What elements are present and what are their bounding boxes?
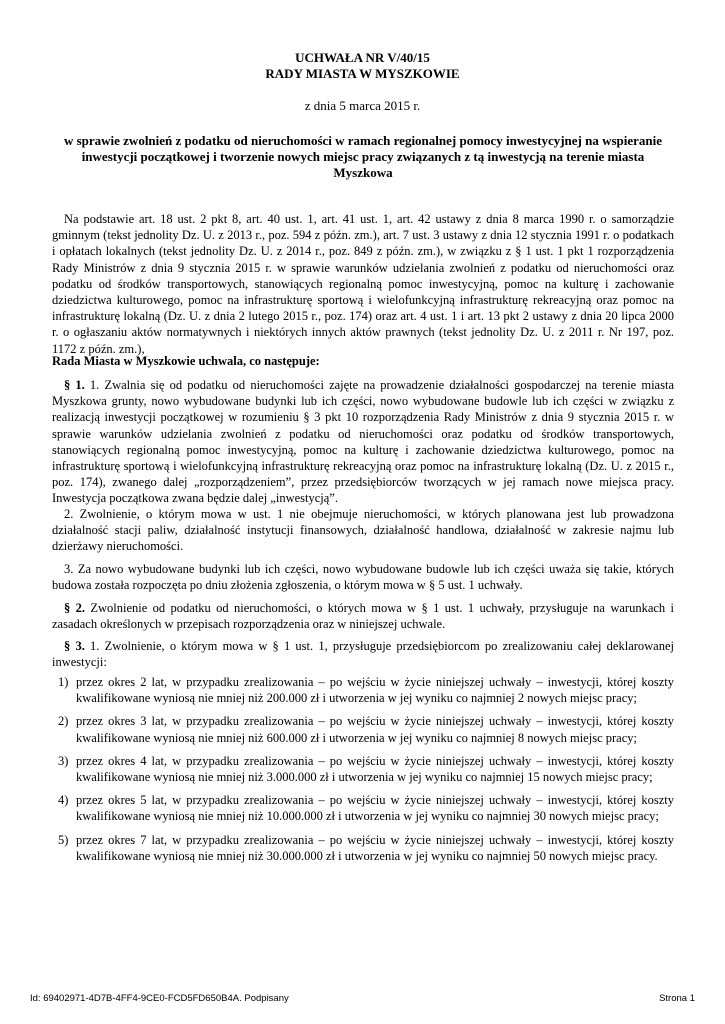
paragraph-1-section-3 <box>52 561 674 593</box>
document-date: z dnia 5 marca 2015 r. <box>304 98 421 113</box>
list-item-text: przez okres 7 lat, w przypadku zrealizowania – po wejściu w życie niniejszej uchwały – inwestycji, której koszty kwalifikowane wyniosą nie mniej niż 30.000.000 zł i utworzenia w jej wyniku co najmniej 50 nowych miejsc pracy. <box>76 832 674 863</box>
resolution-heading: Rada Miasta w Myszkowie uchwala, co następuje: <box>52 354 320 368</box>
paragraph-1-section-2-text: 2. Zwolnienie, o którym mowa w ust. 1 nie obejmuje nieruchomości, w których planowana jest lub prowadzona działalność stacji paliw, działalność instytucji finansowych, działalność handlowa, działalność w zakresie najmu lub dzierżawy nieruchomości. <box>52 507 674 554</box>
document-subject: w sprawie zwolnień z podatku od nieruchomości w ramach regionalnej pomocy inwestycyjnej na wspieranie inwestycji początkowej i tworzenie nowych miejsc pracy związanych z tą inwestycją na terenie miasta Myszkowa <box>63 133 663 180</box>
paragraph-2-text: Zwolnienie od podatku od nieruchomości, o których mowa w § 1 ust. 1 uchwały, przysługuje na warunkach i zasadach określonych w przepisach rozporządzenia oraz w niniejszej uchwale. <box>52 601 675 632</box>
list-item-number: 2) <box>58 714 69 729</box>
paragraph-1-section-3-text: 3. Za nowo wybudowane budynki lub ich części, nowo wybudowane budowle lub ich części uważa się takie, których budowa została rozpoczęta po dniu złożenia zgłoszenia, o którym mowa w § 5 ust. 1 uchwały. <box>52 562 674 593</box>
paragraph-1-mark: § 1. <box>64 378 85 392</box>
preamble-text: Na podstawie art. 18 ust. 2 pkt 8, art. 40 ust. 1, art. 41 ust. 1, art. 42 ustawy z dnia 8 marca 1990 r. o samorządzie gminnym (tekst jednolity Dz. U. z 2013 r., poz. 594 z późn. zm.), art. 7 ust. 3 ustawy z dnia 12 stycznia 1991 r. o podatkach i opłatach lokalnych (tekst jednolity Dz. U. z 2014 r., poz. 849 z późn. zm.), w związku z § 1 ust. 1 pkt 1 rozporządzenia Rady Ministrów z dnia 9 stycznia 2015 r. w sprawie warunków udzielania zwolnień z podatku od nieruchomości oraz podatku od środków transportowych, stanowiących regionalną pomoc inwestycyjną, pomoc na kulturę i zachowanie dziedzictwa kulturowego, pomoc na infrastrukturę sportową i wielofunkcyjną infrastrukturę rekreacyjną oraz pomoc na infrastrukturę lokalną (Dz. U. z dnia 2 lutego 2015 r., poz. 174) oraz art. 4 ust. 1 i art. 13 pkt 2 ustawy z dnia 20 lipca 2000 r. o ogłaszaniu aktów normatywnych i niektórych innych aktów prawnych (tekst jednolity Dz. U. z 2011 r. Nr 197, poz. 1172 z późn. zm.), <box>52 212 674 356</box>
list-item <box>52 832 674 864</box>
paragraph-2-content <box>52 600 674 632</box>
paragraph-1-section-1 <box>52 377 674 507</box>
list-item-text: przez okres 4 lat, w przypadku zrealizowania – po wejściu w życie niniejszej uchwały – inwestycji, której koszty kwalifikowane wyniosą nie mniej niż 3.000.000 zł i utworzenia w jej wyniku co najmniej 15 nowych miejsc pracy; <box>76 753 674 785</box>
title-line-2: RADY MIASTA W MYSZKOWIE <box>265 66 460 81</box>
paragraph-2 <box>52 600 674 632</box>
list-item-text: przez okres 2 lat, w przypadku zrealizowania – po wejściu w życie niniejszej uchwały – inwestycji, której koszty kwalifikowane wyniosą nie mniej niż 200.000 zł i utworzenia w jej wyniku co najmniej 2 nowych miejsc pracy; <box>76 675 674 706</box>
list-item-text: przez okres 5 lat, w przypadku zrealizowania – po wejściu w życie niniejszej uchwały – inwestycji, której koszty kwalifikowane wyniosą nie mniej niż 10.000.000 zł i utworzenia w jej wyniku co najmniej 30 nowych miejsc pracy; <box>76 793 674 824</box>
title-line-1: UCHWAŁA NR V/40/15 <box>295 50 430 65</box>
list-item <box>52 792 674 824</box>
paragraph-3-text: 1. Zwolnienie, o którym mowa w § 1 ust. 1, przysługuje przedsiębiorcom po zrealizowaniu całej deklarowanej inwestycji: <box>52 639 675 670</box>
list-item <box>52 753 674 785</box>
list-item-number: 1) <box>58 675 69 689</box>
list-item <box>52 713 674 745</box>
preamble <box>52 211 674 357</box>
list-item-number: 3) <box>58 753 69 768</box>
paragraph-1-section-2 <box>52 506 674 555</box>
paragraph-1-text: 1. Zwalnia się od podatku od nieruchomości zajęte na prowadzenie działalności gospodarczej na terenie miasta Myszkowa grunty, nowo wybudowane budynki lub ich części, nowo wybudowane budowle lub ich części w związku z realizacją inwestycji początkowej w rozumieniu § 3 pkt 10 rozporządzenia Rady Ministrów z dnia 9 stycznia 2015 r. w sprawie warunków udzielania zwolnień z podatku od nieruchomości oraz podatku od środków transportowych, stanowiących regionalną pomoc inwestycyjną, pomoc na kulturę i zachowanie dziedzictwa kulturowego, pomoc na infrastrukturę sportową i wielofunkcyjną infrastrukturę rekreacyjną oraz pomoc na infrastrukturę lokalną (Dz. U. z 2015 r., poz. 174), zwanego dalej „rozporządzeniem”, przez przedsiębiorców tworzących w jej ramach nowe miejsca pracy. Inwestycja początkowa zwana będzie dalej „inwestycją”. <box>52 378 674 506</box>
list-item-text: przez okres 3 lat, w przypadku zrealizowania – po wejściu w życie niniejszej uchwały – inwestycji, której koszty kwalifikowane wyniosą nie mniej niż 600.000 zł i utworzenia w jej wyniku co najmniej 8 nowych miejsc pracy; <box>76 714 674 745</box>
paragraph-1 <box>52 377 674 507</box>
list-item-number: 4) <box>58 793 69 808</box>
paragraph-3 <box>52 638 674 670</box>
list-item-number: 5) <box>58 832 69 847</box>
paragraph-2-mark: § 2. <box>64 601 85 615</box>
paragraph-3-list <box>52 674 674 871</box>
footer-document-id: Id: 69402971-4D7B-4FF4-9CE0-FCD5FD650B4A. Podpisany <box>30 993 289 1004</box>
list-item <box>52 674 674 706</box>
paragraph-3-content <box>52 638 674 670</box>
document-title <box>0 50 725 82</box>
footer-page-number: Strona 1 <box>659 993 695 1004</box>
paragraph-3-mark: § 3. <box>64 639 85 653</box>
